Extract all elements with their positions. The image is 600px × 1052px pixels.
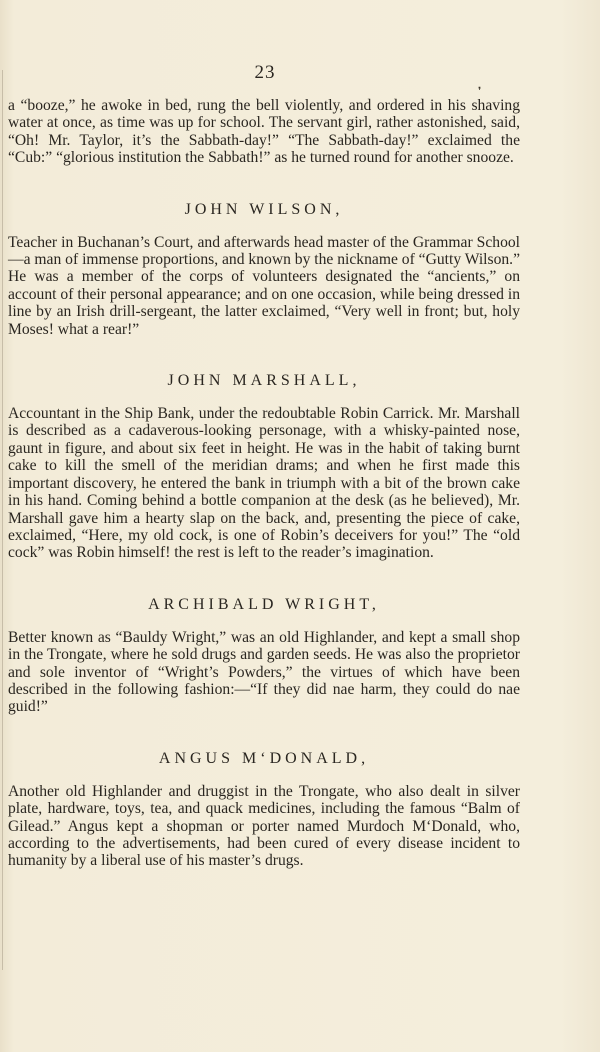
- ink-mark: ❜: [478, 86, 482, 97]
- section-paragraph: Accountant in the Ship Bank, under the redoubtable Robin Carrick. Mr. Marshall is described as a cadaverous-looking personage, with a whisky-painted nose, gaunt in figure, and about six feet in height. He was in the habit of taking burnt cake to kill the smell of the meridian drams; and when he first made this important discovery, he entered the bank in triumph with a bit of the brown cake in his hand. Coming behind a bottle companion at the desk (as he believed), Mr. Marshall gave him a hearty slap on the back, and, presenting the piece of cake, exclaimed, “Here, my old cock, is one of Robin’s deceivers for you!” The “old cock” was Robin himself! the rest is left to the reader’s imagination.: [8, 405, 520, 562]
- section-paragraph: Better known as “Bauldy Wright,” was an old Highlander, and kept a small shop in the Trongate, where he sold drugs and garden seeds. He was also the proprietor and sole inventor of “Wright’s Powders,” the virtues of which have been described in the following fashion:—“If they did nae harm, they could do nae guid!”: [8, 628, 520, 716]
- section-heading: ARCHIBALD WRIGHT,: [148, 595, 380, 613]
- page-content: [8, 97, 520, 870]
- intro-paragraph: a “booze,” he awoke in bed, rung the bell violently, and ordered in his shaving water at once, as time was up for school. The servant girl, rather astonished, said, “Oh! Mr. Taylor, it’s the Sabbath-day!” “The Sabbath-day!” exclaimed the “Cub:” “glorious institution the Sabbath!” as he turned round for another snooze.: [8, 97, 520, 167]
- section-angus-mdonald: [8, 750, 520, 870]
- section-archibald-wright: [8, 596, 520, 716]
- section-john-wilson: [8, 201, 520, 338]
- section-paragraph: Another old Highlander and druggist in the Trongate, who also dealt in silver plate, hardware, toys, tea, and quack medicines, including the famous “Balm of Gilead.” Angus kept a shopman or porter named Murdoch M‘Donald, who, according to the advertisements, had been cured of every disease incident to humanity by a liberal use of his master’s drugs.: [8, 782, 520, 870]
- section-heading: ANGUS M‘DONALD,: [158, 749, 370, 767]
- page-number: 23: [254, 62, 276, 83]
- page-gutter-edge: [2, 70, 3, 970]
- section-heading: JOHN MARSHALL,: [167, 372, 361, 390]
- section-paragraph: Teacher in Buchanan’s Court, and afterwards head master of the Grammar School—a man of immense proportions, and known by the nickname of “Gutty Wilson.” He was a member of the corps of volunteers designated the “ancients,” on account of their personal appearance; and on one occasion, while being dressed in line by an Irish drill-sergeant, the latter exclaimed, “Very well in front; but, holy Moses! what a rear!”: [8, 233, 520, 338]
- section-john-marshall: [8, 372, 520, 562]
- section-heading: JOHN WILSON,: [184, 200, 344, 218]
